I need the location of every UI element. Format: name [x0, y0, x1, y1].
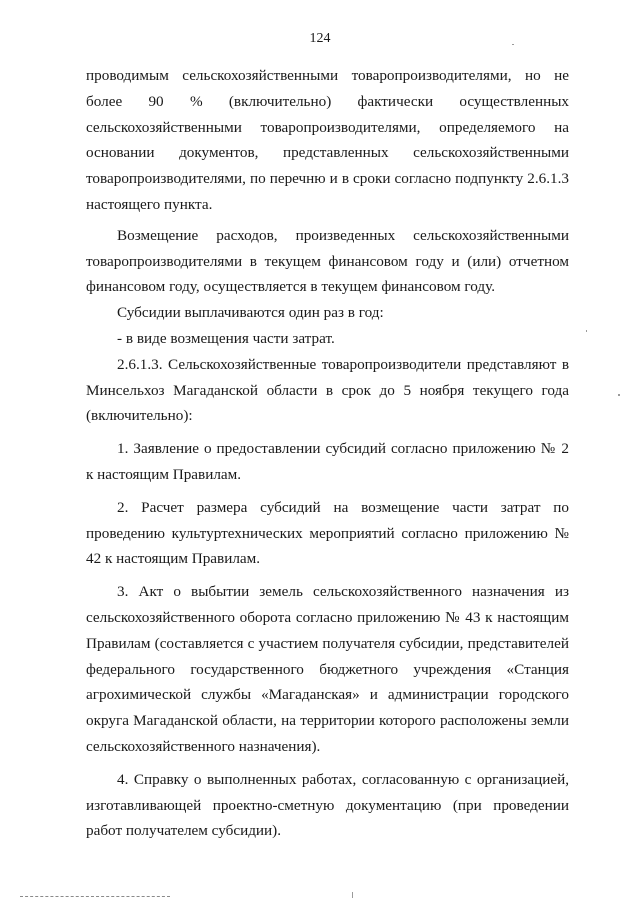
scan-speck — [352, 892, 353, 898]
list-item-withdrawal-act: 3. Акт о выбытии земель сельскохозяйственного назначения из сельскохозяйственного оборота согласно приложению № 43 к настоящим Правилам (составляется с участием получателя субсидии, представителей федерального государственного бюджетного учреждения «Станция агрохимической службы «Магаданская» и администрации городского округа Магаданской области, на территории которого расположены земли сельскохозяйственного назначения). — [86, 583, 569, 755]
scan-speck — [512, 44, 514, 45]
list-item-work-certificate: 4. Справку о выполненных работах, согласованную с организацией, изготавливающей проектно-сметную документацию (при проведении работ получателем субсидии). — [86, 770, 569, 840]
footer-divider — [20, 896, 170, 897]
paragraph-submission-clause: 2.6.1.3. Сельскохозяйственные товаропроизводители представляют в Минсельхоз Магаданской области в срок до 5 ноября текущего года (включительно): — [86, 355, 569, 425]
list-item-calculation: 2. Расчет размера субсидий на возмещение части затрат по проведению культуртехнических мероприятий согласно приложению № 42 к настоящим Правилам. — [86, 498, 569, 568]
document-body — [86, 63, 569, 844]
paragraph-payment-form: - в виде возмещения части затрат. — [117, 329, 335, 347]
page-number: 124 — [309, 31, 331, 46]
paragraph-continuation: проводимым сельскохозяйственными товаропроизводителями, но не более 90 % (включительно) фактически осуществленных сельскохозяйственными товаропроизводителями, определяемого на основании документов, представленных сельскохозяйственными товаропроизводителями, по перечню и в сроки согласно подпункту 2.6.1.3 настоящего пункта. — [86, 67, 569, 213]
list-item-application: 1. Заявление о предоставлении субсидий согласно приложению № 2 к настоящим Правилам. — [86, 440, 569, 483]
scan-speck — [618, 394, 620, 396]
paragraph-reimbursement: Возмещение расходов, произведенных сельскохозяйственными товаропроизводителями в текущем финансовом году и (или) отчетном финансовом году, осуществляется в текущем финансовом году. — [86, 226, 569, 296]
scan-speck — [586, 330, 587, 332]
paragraph-payment-frequency: Субсидии выплачиваются один раз в год: — [117, 304, 384, 322]
